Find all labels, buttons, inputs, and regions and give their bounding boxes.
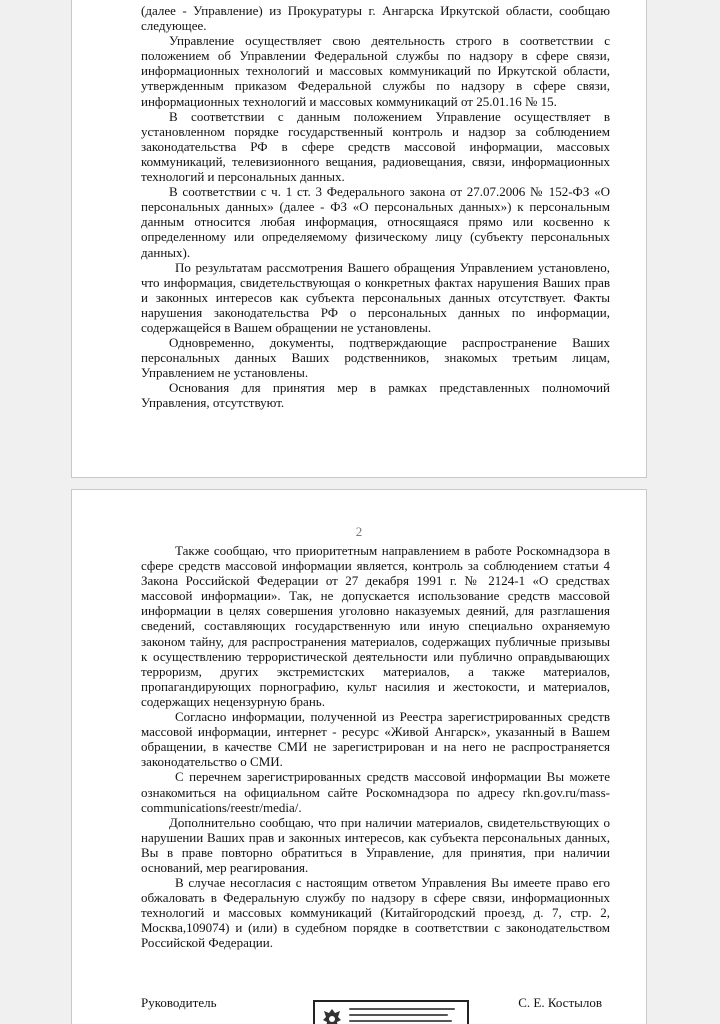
paragraph: Управление осуществляет свою деятельность строго в соответствии с положением об Управлении Федеральной службы по надзору в сфере связи, информационных технологий и массовых коммуникаций по Иркутской области, утвержденным приказом Федеральной службы по надзору в сфере связи, информационных технологий и массовых коммуникаций от 25.01.16 № 15.: [141, 33, 610, 109]
paragraph: С перечнем зарегистрированных средств массовой информации Вы можете ознакомиться на официальном сайте Роскомнадзора по адресу rkn.gov.ru/mass-communications/reestr/media/.: [141, 769, 610, 815]
paragraph: В соответствии с данным положением Управление осуществляет в установленном порядке государственный контроль и надзор за соблюдением законодательства РФ в сфере средств массовой информации, массовых коммуникаций, телевизионного вещания, радиовещания, связи, информационных технологий и персональных данных.: [141, 108, 610, 185]
signer-title: Руководитель: [141, 995, 217, 1010]
paragraph: Дополнительно сообщаю, что при наличии материалов, свидетельствующих о нарушении Ваших прав и законных интересов, как субъекта персональных данных, Вы в праве повторно обратиться в Управление, для принятия, при наличии оснований, мер реагирования.: [141, 814, 610, 875]
page-2-text: [141, 543, 610, 951]
signature-block: [141, 995, 610, 1024]
paragraph: Основания для принятия мер в рамках представленных полномочий Управления, отсутствуют.: [141, 380, 610, 411]
electronic-signature-stamp: [313, 1000, 469, 1024]
coat-of-arms-icon: [321, 1006, 343, 1024]
signer-name: С. Е. Костылов: [518, 995, 602, 1010]
paragraph: Согласно информации, полученной из Реестра зарегистрированных средств массовой информации, интернет - ресурс «Живой Ангарск», указанный в Вашем обращении, в качестве СМИ не зарегистрирован и на него не распространяется законодательство о СМИ.: [141, 709, 610, 770]
document-page-2: [71, 489, 647, 1024]
page-1-text: [141, 3, 610, 411]
paragraph: В соответствии с ч. 1 ст. 3 Федерального закона от 27.07.2006 № 152-ФЗ «О персональных данных» (далее - ФЗ «О персональных данных») к персональным данным относится любая информация, относящаяся прямо или косвенно к определенному или определяемому физическому лицу (субъекту персональных данных).: [141, 184, 610, 260]
paragraph: (далее - Управление) из Прокуратуры г. Ангарска Иркутской области, сообщаю следующее.: [141, 3, 610, 34]
paragraph: По результатам рассмотрения Вашего обращения Управлением установлено, что информация, свидетельствующая о конкретных фактах нарушения Ваших прав и законных интересов как субъекта персональных данных отсутствует. Факты нарушения законодательства РФ о персональных данных по информации, содержащейся в Вашем обращении не установлены.: [141, 259, 610, 335]
paragraph: Одновременно, документы, подтверждающие распространение Ваших персональных данных Ваших родственников, знакомых третьим лицам, Управлением не установлены.: [141, 335, 610, 381]
document-page-1: [71, 0, 647, 478]
page-number: 2: [355, 524, 363, 539]
paragraph: В случае несогласия с настоящим ответом Управления Вы имеете право его обжаловать в Федеральную службу по надзору в сфере связи, информационных технологий и массовых коммуникаций (Китайгородский проезд, д. 7, стр. 2, Москва,109074) и (или) в судебном порядке в соответствии с законодательством Российской Федерации.: [141, 875, 610, 951]
paragraph: Также сообщаю, что приоритетным направлением в работе Роскомнадзора в сфере средств массовой информации является, контроль за соблюдением статьи 4 Закона Российской Федерации от 27 декабря 1991 г. № 2124-1 «О средствах массовой информации». Так, не допускается использование средств массовой информации в целях совершения уголовно наказуемых деяний, для разглашения сведений, составляющих государственную или иную специально охраняемую законом тайну, для распространения материалов, содержащих публичные призывы к осуществлению террористической деятельности или публично оправдывающих терроризм, других экстремистских материалов, а также материалов, пропагандирующих порнографию, культ насилия и жестокости, и материалов, содержащих нецензурную брань.: [141, 543, 610, 709]
stamp-text-lines: [349, 1006, 461, 1024]
